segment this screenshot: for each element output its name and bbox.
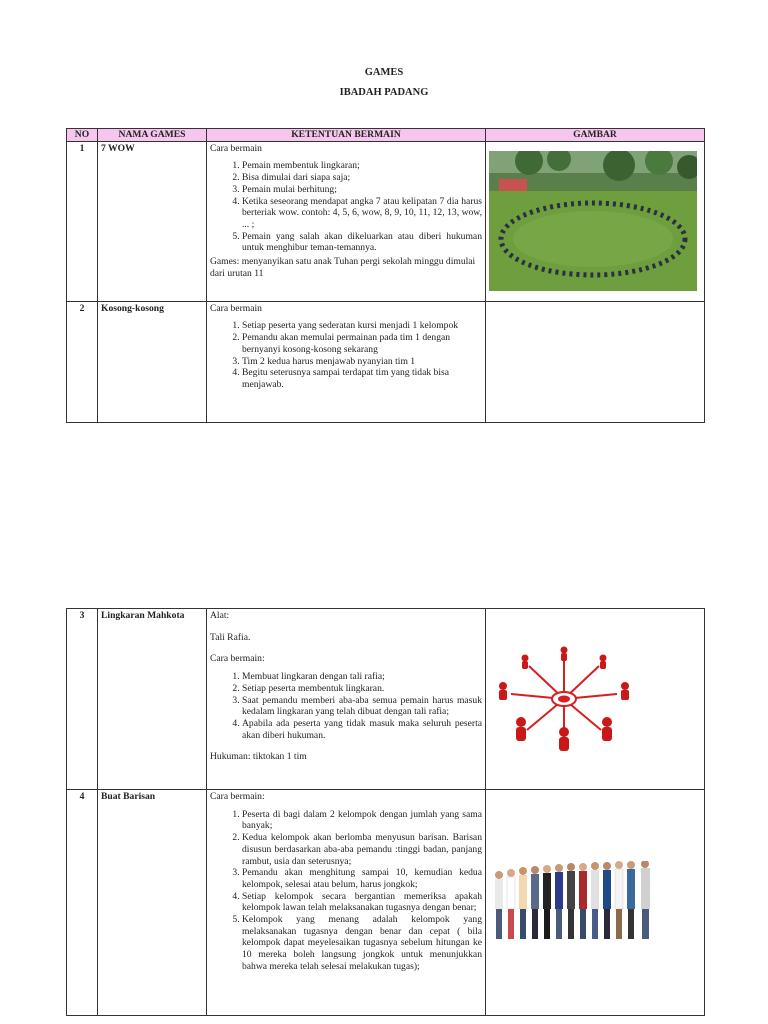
col-header-image: GAMBAR: [486, 129, 705, 142]
game-rules: [207, 141, 486, 301]
people-lineup-photo: [489, 861, 659, 945]
rule-item: 1. Membuat lingkaran dengan tali rafia;: [242, 671, 482, 683]
rule-item: 3. Tim 2 kedua harus menjawab nyanyian tim 1: [242, 356, 482, 368]
rule-item: 4. Apabila ada peserta yang tidak masuk maka seluruh peserta akan diberi hukuman.: [242, 718, 482, 741]
rule-item: 2. Kedua kelompok akan berlomba menyusun barisan. Barisan disusun berdasarkan aba-aba pemandu :tinggi badan, panjang rambut, usia dan seterusnya;: [242, 832, 482, 867]
table-row: [67, 609, 705, 790]
games-table-1: [66, 128, 705, 423]
rule-item: 4. Setiap kelompok secara bergantian memeriksa apakah kelompok lawan telah melaksanakan tugasnya dengan benar;: [242, 891, 482, 914]
rules-intro: Cara bermain: [210, 302, 262, 314]
document-title: GAMES: [364, 67, 404, 78]
rules-intro: Cara bermain: [210, 142, 262, 154]
image-cell: [486, 609, 705, 790]
col-header-rules: KETENTUAN BERMAIN: [207, 129, 486, 142]
row-number: 3: [67, 609, 98, 790]
table-row: [67, 790, 705, 1016]
target-people-illustration: [489, 644, 639, 754]
game-rules: [207, 790, 486, 1016]
rule-item: 2. Setiap peserta membentuk lingkaran.: [242, 683, 482, 695]
row-number: 4: [67, 790, 98, 1016]
rules-tool: Tali Rafia.: [210, 631, 251, 643]
circle-game-photo: [489, 151, 697, 291]
rule-item: 3. Pemandu akan menghitung sampai 10, kemudian kedua kelompok, selesai atau belum, harus jongkok;: [242, 867, 482, 890]
rules-list: [210, 809, 482, 973]
rules-footer: Hukuman: tiktokan 1 tim: [210, 751, 307, 763]
game-rules: [207, 301, 486, 422]
game-name: Lingkaran Mahkota: [98, 609, 207, 790]
image-cell: [486, 790, 705, 1016]
rule-item: 1. Pemain membentuk lingkaran;: [242, 160, 482, 172]
rule-item: 4. Ketika seseorang mendapat angka 7 atau kelipatan 7 dia harus berteriak wow. contoh: 4, 5, 6, wow, 8, 9, 10, 11, 12, 13, wow, ... ;: [242, 196, 482, 231]
rule-item: 3. Pemain mulai berhitung;: [242, 184, 482, 196]
table-header-row: [67, 129, 705, 142]
rule-item: 2. Pemandu akan memulai permainan pada tim 1 dengan bernyanyi kosong-kosong sekarang: [242, 332, 482, 355]
game-name: 7 WOW: [98, 141, 207, 301]
rules-intro: Cara bermain:: [210, 791, 265, 802]
rules-footer: Games: menyanyikan satu anak Tuhan pergi sekolah minggu dimulai dari urutan 11: [210, 256, 476, 279]
col-header-no: NO: [67, 129, 98, 142]
row-number: 1: [67, 141, 98, 301]
rules-list: [210, 320, 482, 390]
rule-item: 1. Setiap peserta yang sederatan kursi menjadi 1 kelompok: [242, 320, 482, 332]
table-row: [67, 141, 705, 301]
games-table-2: [66, 608, 705, 1016]
image-cell: [486, 301, 705, 422]
game-rules: [207, 609, 486, 790]
row-number: 2: [67, 301, 98, 422]
rules-intro: Cara bermain:: [210, 653, 265, 665]
image-cell: [486, 141, 705, 301]
rule-item: 3. Saat pemandu memberi aba-aba semua pemain harus masuk kedalam lingkaran yang telah dibuat dengan tali rafia;: [242, 695, 482, 718]
rule-item: 1. Peserta di bagi dalam 2 kelompok dengan jumlah yang sama banyak;: [242, 809, 482, 832]
col-header-name: NAMA GAMES: [98, 129, 207, 142]
rules-tool-label: Alat:: [210, 610, 230, 621]
game-name: Buat Barisan: [98, 790, 207, 1016]
rule-item: 5. Kelompok yang menang adalah kelompok yang melaksanakan tugasnya dengan benar dan cepat ( bila kelompok dapat meyelesaikan tugasnya sebelum hitungan ke 10 mereka boleh langsung jongkok untuk menunjukkan bahwa mereka telah selesai melakukan tugas);: [242, 914, 482, 973]
rule-item: 4. Begitu seterusnya sampai terdapat tim yang tidak bisa menjawab.: [242, 367, 482, 390]
rule-item: 5. Pemain yang salah akan dikeluarkan atau diberi hukuman untuk menghibur teman-temannya.: [242, 231, 482, 254]
rule-item: 2. Bisa dimulai dari siapa saja;: [242, 172, 482, 184]
rules-list: [210, 160, 482, 254]
game-name: Kosong-kosong: [98, 301, 207, 422]
document-subtitle: IBADAH PADANG: [339, 87, 429, 98]
table-row: [67, 301, 705, 422]
rules-list: [210, 671, 482, 741]
